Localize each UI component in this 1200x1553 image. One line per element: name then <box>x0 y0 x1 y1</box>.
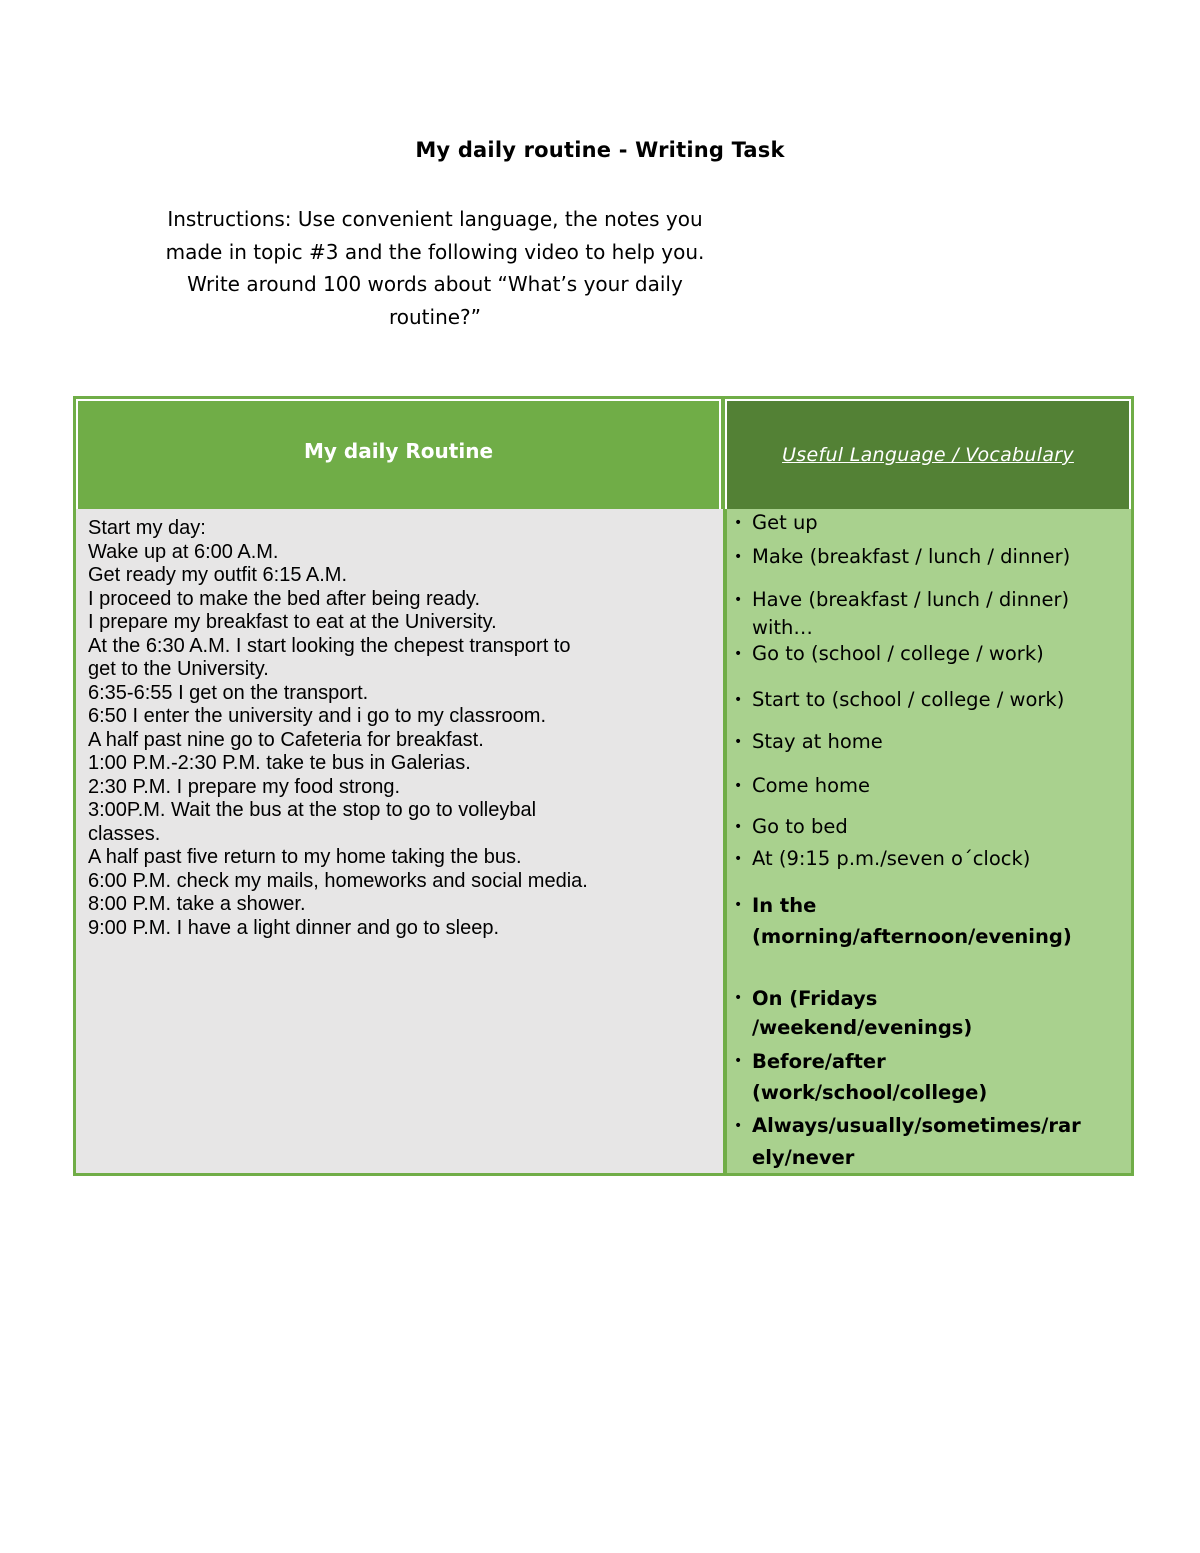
vocab-text: On (Fridays <box>752 987 878 1010</box>
bullet-icon: • <box>734 692 743 708</box>
routine-line: Wake up at 6:00 A.M. <box>88 540 279 563</box>
vocab-item <box>727 1110 1131 1174</box>
vocab-text: Always/usually/sometimes/rar <box>752 1114 1081 1137</box>
vocab-item <box>727 1046 1131 1108</box>
routine-line: 9:00 P.M. I have a light dinner and go to sleep. <box>88 916 500 939</box>
vocab-item <box>727 813 1131 841</box>
bullet-icon: • <box>734 897 743 913</box>
routine-line: 8:00 P.M. take a shower. <box>88 893 306 915</box>
vocab-item <box>727 586 1131 642</box>
header-right-label: Useful Language / Vocabulary <box>782 444 1074 466</box>
bullet-icon: • <box>734 851 743 867</box>
bullet-icon: • <box>734 1053 743 1069</box>
routine-table <box>73 396 1134 1176</box>
routine-line: get to the University. <box>88 658 269 680</box>
routine-line: A half past nine go to Cafeteria for breakfast. <box>88 728 484 751</box>
routine-line: Start my day: <box>88 517 206 539</box>
routine-line: 6:35-6:55 I get on the transport. <box>88 681 369 704</box>
bullet-icon: • <box>734 592 743 608</box>
vocab-item <box>727 890 1131 952</box>
vocab-item <box>727 728 1131 756</box>
bullet-icon: • <box>734 549 743 565</box>
routine-line: 6:00 P.M. check my mails, homeworks and social media. <box>88 869 588 892</box>
header-useful-language <box>725 399 1131 509</box>
routine-line: I proceed to make the bed after being ready. <box>88 587 481 610</box>
vocab-text: Make (breakfast / lunch / dinner) <box>752 545 1071 568</box>
vocab-text: Start to (school / college / work) <box>752 688 1065 711</box>
bullet-icon: • <box>734 990 743 1006</box>
vocab-text: ely/never <box>752 1146 855 1169</box>
bullet-icon: • <box>734 646 743 662</box>
routine-line: At the 6:30 A.M. I start looking the chepest transport to <box>88 634 571 657</box>
vocab-text: Go to (school / college / work) <box>752 642 1044 665</box>
vocab-item <box>727 640 1131 668</box>
vocab-item <box>727 772 1131 800</box>
vocabulary-cell <box>727 509 1131 1173</box>
bullet-icon: • <box>734 734 743 750</box>
routine-line: classes. <box>88 822 161 845</box>
routine-line: 3:00P.M. Wait the bus at the stop to go to volleybal <box>88 799 537 821</box>
bullet-icon: • <box>734 515 743 531</box>
document-title: My daily routine - Writing Task <box>415 138 785 162</box>
header-my-daily-routine <box>76 399 721 509</box>
bullet-icon: • <box>734 778 743 794</box>
vocab-item <box>727 984 1131 1042</box>
vocab-text: Have (breakfast / lunch / dinner) <box>752 588 1070 611</box>
routine-line: Get ready my outfit 6:15 A.M. <box>88 564 348 586</box>
routine-line: A half past five return to my home taking the bus. <box>88 846 522 868</box>
bullet-icon: • <box>734 819 743 835</box>
vocab-text: Come home <box>752 774 871 797</box>
routine-line: I prepare my breakfast to eat at the University. <box>88 611 497 633</box>
vocab-item <box>727 543 1131 571</box>
vocab-text: Before/after <box>752 1050 886 1073</box>
vocab-text: Go to bed <box>752 815 848 838</box>
vocab-text: At (9:15 p.m./seven o´clock) <box>752 847 1031 870</box>
vocab-item <box>727 509 1131 537</box>
vocab-text: with… <box>752 616 813 639</box>
bullet-icon: • <box>734 1118 743 1134</box>
routine-line: 1:00 P.M.-2:30 P.M. take te bus in Galerias. <box>88 752 471 774</box>
instructions-paragraph: Instructions: Use convenient language, the notes you made in topic #3 and the following video to help you. Write around 100 words about “What’s your daily routine?” <box>165 207 705 329</box>
vocab-item <box>727 845 1131 873</box>
vocab-text: (morning/afternoon/evening) <box>752 925 1072 948</box>
vocab-item <box>727 686 1131 714</box>
routine-line: 2:30 P.M. I prepare my food strong. <box>88 775 401 798</box>
routine-line: 6:50 I enter the university and i go to my classroom. <box>88 705 546 727</box>
vocab-text: Stay at home <box>752 730 883 753</box>
vocab-text: In the <box>752 894 817 917</box>
header-left-label: My daily Routine <box>303 439 494 463</box>
routine-cell <box>76 509 723 1173</box>
vocab-text: (work/school/college) <box>752 1081 988 1104</box>
vocab-text: Get up <box>752 511 818 534</box>
vocab-text: /weekend/evenings) <box>752 1016 973 1039</box>
